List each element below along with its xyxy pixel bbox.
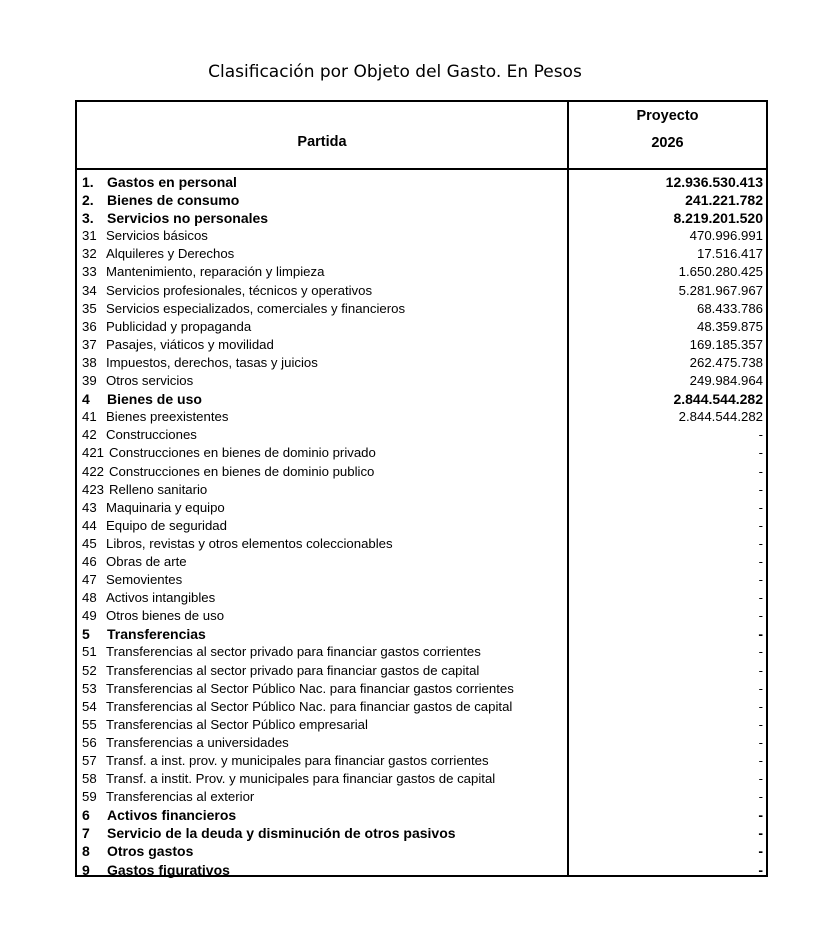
row-value: 17.516.417 [696,246,763,262]
row-code: 3. [82,210,94,227]
row-label: Construcciones en bienes de dominio publico [109,463,375,479]
row-code: 38 [82,354,97,370]
row-value: - [758,644,763,660]
row-value: 241.221.782 [685,192,763,209]
header-proyecto: Proyecto [636,108,699,124]
row-code: 1. [82,174,94,190]
table-row [77,300,766,318]
table-row [77,571,766,589]
row-code: 31 [82,228,97,244]
table-row [77,191,766,209]
row-code: 33 [82,264,97,280]
row-code: 44 [82,517,97,533]
table-row [77,643,766,661]
table-body [77,173,766,879]
table-row [77,535,766,553]
row-label: Transf. a inst. prov. y municipales para financiar gastos corrientes [106,753,489,768]
row-label: Pasajes, viáticos y movilidad [106,336,274,352]
table-row [77,752,766,770]
row-label: Transferencias al exterior [106,789,255,805]
table-row [77,734,766,752]
table-row [77,481,766,499]
table-row [77,680,766,698]
table-row [77,806,766,824]
row-code: 42 [82,427,97,443]
row-code: 54 [82,698,97,714]
row-label: Otros gastos [107,843,194,860]
row-value: - [758,499,763,515]
row-label: Servicio de la deuda y disminución de otros pasivos [107,825,456,842]
row-code: 9 [82,861,90,878]
row-code: 51 [82,644,97,660]
row-label: Equipo de seguridad [106,517,227,533]
row-label: Libros, revistas y otros elementos coleccionables [106,535,393,551]
table-row [77,390,766,408]
row-value: - [758,445,763,461]
table-row [77,282,766,300]
row-label: Bienes de uso [107,391,202,408]
row-code: 59 [82,789,97,805]
row-value: 12.936.530.413 [665,174,763,190]
row-label: Transferencias [107,626,206,643]
table-row [77,842,766,860]
row-label: Otros bienes de uso [106,608,225,624]
row-label: Impuestos, derechos, tasas y juicios [106,354,318,370]
row-label: Mantenimiento, reparación y limpieza [106,264,325,280]
table-row [77,372,766,390]
table-row [77,173,766,191]
row-label: Activos financieros [107,807,237,824]
table-row [77,607,766,625]
row-label: Servicios especializados, comerciales y financieros [106,300,406,316]
row-label: Transferencias al Sector Público Nac. para financiar gastos de capital [106,698,513,714]
row-value: - [758,825,763,842]
expense-table [75,100,768,877]
row-label: Bienes preexistentes [106,409,229,425]
row-label: Servicios básicos [106,228,208,244]
row-value: - [758,463,763,479]
row-value: 169.185.357 [689,336,763,352]
row-label: Gastos figurativos [107,861,230,878]
row-label: Transferencias al sector privado para financiar gastos corrientes [106,644,481,660]
row-label: Construcciones [106,427,197,443]
row-label: Transferencias al Sector Público Nac. para financiar gastos corrientes [106,680,514,696]
header-partida: Partida [297,134,347,150]
row-value: - [758,608,763,624]
table-row [77,788,766,806]
row-value: - [758,427,763,443]
row-code: 49 [82,608,97,624]
table-row [77,770,766,788]
table-row [77,209,766,227]
row-label: Bienes de consumo [107,192,240,209]
row-value: - [758,789,763,805]
table-row [77,444,766,462]
row-label: Alquileres y Derechos [106,246,235,262]
table-row [77,336,766,354]
row-code: 5 [82,626,90,643]
row-label: Obras de arte [106,553,187,569]
table-row [77,318,766,336]
row-code: 35 [82,300,97,316]
row-value: 2.844.544.282 [678,409,763,425]
row-label: Transferencias a universidades [106,734,289,750]
row-label: Transferencias al Sector Público empresarial [106,716,368,732]
row-value: - [758,535,763,551]
row-code: 8 [82,843,90,860]
row-code: 41 [82,409,97,425]
row-label: Transferencias al sector privado para financiar gastos de capital [106,662,480,678]
row-label: Construcciones en bienes de dominio privado [109,445,376,461]
row-code: 36 [82,318,97,334]
row-code: 6 [82,807,90,824]
row-value: 8.219.201.520 [673,210,763,227]
row-code: 58 [82,771,97,787]
row-code: 422 [82,463,105,479]
row-label: Servicios profesionales, técnicos y operativos [106,282,373,298]
row-value: - [758,662,763,678]
row-value: - [758,517,763,533]
table-row [77,499,766,517]
row-label: Semovientes [106,572,183,588]
row-value: 68.433.786 [696,300,763,316]
table-row [77,589,766,607]
header-year: 2026 [651,135,684,151]
row-code: 43 [82,499,97,515]
row-value: - [758,807,763,824]
row-code: 34 [82,282,97,298]
row-code: 55 [82,716,97,732]
table-row [77,263,766,281]
row-value: 5.281.967.967 [678,282,763,298]
row-value: 1.650.280.425 [678,264,763,280]
row-code: 48 [82,590,97,606]
row-value: - [758,843,763,860]
row-value: - [758,481,763,497]
table-row [77,625,766,643]
row-value: - [758,753,763,768]
row-label: Maquinaria y equipo [106,499,225,515]
row-value: - [758,861,763,878]
row-code: 7 [82,825,90,842]
row-value: - [758,590,763,606]
row-value: 249.984.964 [689,373,763,389]
row-code: 421 [82,445,105,461]
row-label: Otros servicios [106,373,194,389]
row-label: Activos intangibles [106,590,216,606]
row-code: 46 [82,553,97,569]
table-row [77,245,766,263]
table-row [77,662,766,680]
table-row [77,354,766,372]
row-value: 48.359.875 [696,318,763,334]
row-code: 39 [82,373,97,389]
row-code: 37 [82,336,97,352]
row-value: 470.996.991 [689,228,763,244]
table-row [77,227,766,245]
row-value: - [758,771,763,787]
row-label: Transf. a instit. Prov. y municipales para financiar gastos de capital [106,771,496,787]
table-row [77,861,766,879]
row-label: Servicios no personales [107,210,269,227]
table-row [77,824,766,842]
row-code: 56 [82,734,97,750]
row-value: - [758,553,763,569]
row-label: Publicidad y propaganda [106,318,252,334]
table-header [77,102,766,170]
table-row [77,716,766,734]
table-row [77,698,766,716]
table-row [77,517,766,535]
table-row [77,553,766,571]
row-value: - [758,716,763,732]
row-code: 47 [82,572,97,588]
row-code: 32 [82,246,97,262]
row-code: 45 [82,535,97,551]
row-code: 57 [82,753,97,768]
row-value: - [758,698,763,714]
row-value: 262.475.738 [689,354,763,370]
table-row [77,463,766,481]
row-code: 2. [82,192,94,209]
row-value: - [758,680,763,696]
table-row [77,426,766,444]
row-code: 53 [82,680,97,696]
row-code: 4 [82,391,90,408]
row-value: 2.844.544.282 [673,391,763,408]
row-code: 52 [82,662,97,678]
table-row [77,408,766,426]
document-title: Clasificación por Objeto del Gasto. En Pesos [208,62,582,82]
row-value: - [758,626,763,643]
row-code: 423 [82,481,105,497]
row-value: - [758,572,763,588]
row-label: Relleno sanitario [109,481,208,497]
row-label: Gastos en personal [107,174,237,190]
row-value: - [758,734,763,750]
